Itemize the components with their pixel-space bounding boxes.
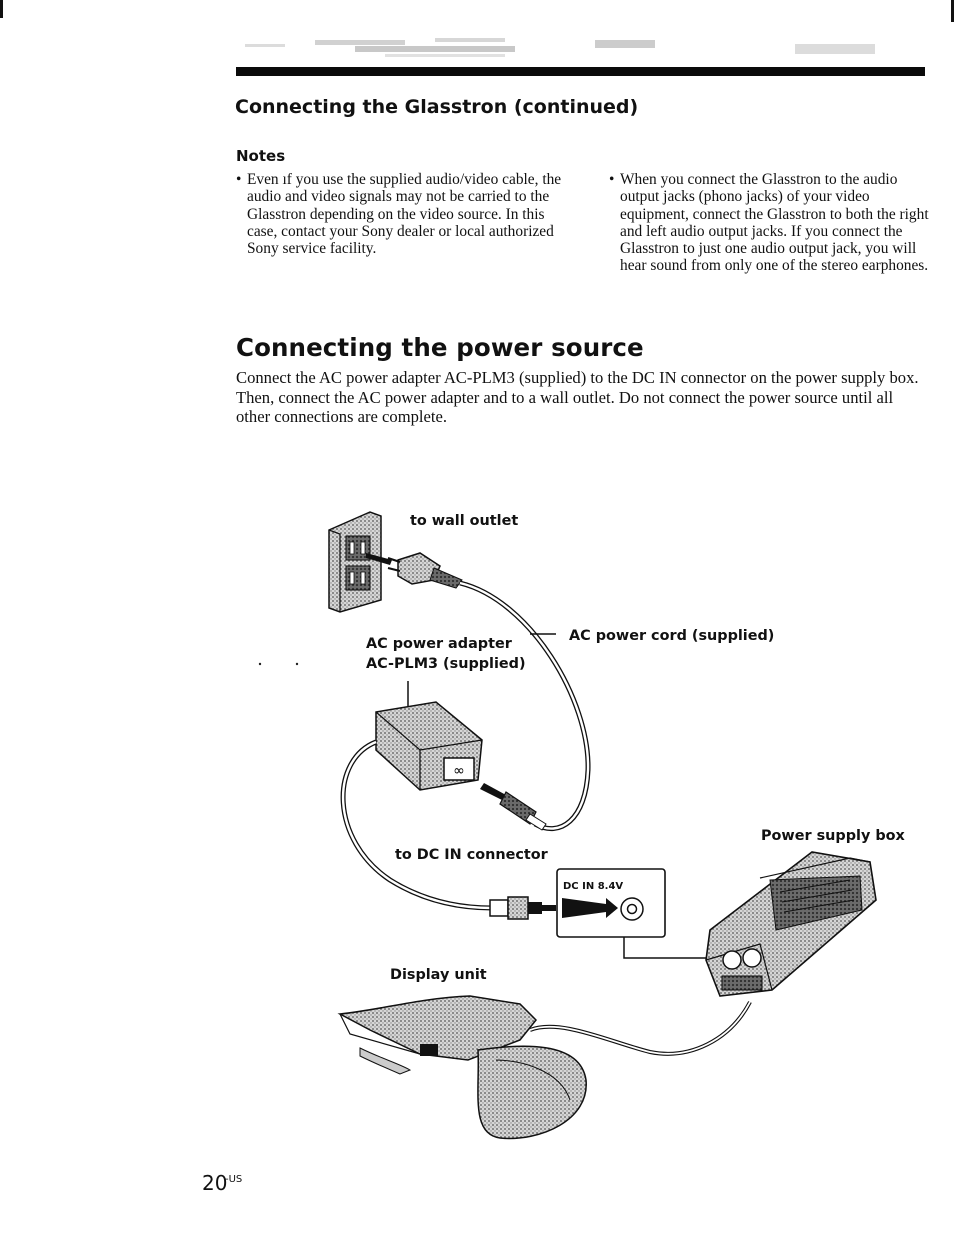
callout-line (624, 937, 716, 958)
header-decoration (235, 36, 895, 64)
note-text: Even ıf you use the supplied audio/video cable, the audio and video signals may not be carried to the Glasstron depending on the video source. In this case, contact your Sony dealer or local authorized Sony service facility. (247, 171, 562, 258)
display-unit-label: Display unit (390, 967, 487, 983)
main-heading: Connecting the power source (236, 333, 644, 362)
power-supply-box-label: Power supply box (761, 828, 905, 844)
display-unit-icon (340, 996, 586, 1138)
connection-diagram (0, 480, 954, 1160)
note-text: When you connect the Glasstron to the audio output jacks (phono jacks) of your video equipment, connect the Glasstron to both the right and left audio output jacks. If you connect the Glasstron to just one audio output jack, you will hear sound from only one of the stereo earphones. (620, 171, 929, 275)
dc-jack-icon (621, 898, 643, 920)
notes-heading: Notes (236, 147, 286, 165)
wall-outlet-icon (329, 512, 381, 612)
dc-plug-icon (490, 897, 556, 919)
ac-plug-icon (388, 553, 462, 588)
note-item (236, 171, 566, 257)
page-number-suffix: -US (225, 1174, 243, 1185)
ac-power-cord (460, 583, 588, 829)
section-title: Connecting the Glasstron (continued) (235, 96, 639, 118)
header-bar (236, 67, 925, 76)
wall-outlet-label: to wall outlet (410, 513, 519, 529)
dc-in-port-label: DC IN 8.4V (563, 881, 624, 892)
power-supply-box-icon (706, 852, 876, 996)
dc-in-label: to DC IN connector (395, 847, 548, 863)
note-item (609, 171, 929, 275)
intro-paragraph: Connect the AC power adapter AC-PLM3 (supplied) to the DC IN connector on the power supply box. Then, connect the AC power adapter and to a wall outlet. Do not connect the power source until all other connections are complete. (236, 368, 919, 426)
ac-adapter-model-label: AC-PLM3 (supplied) (366, 656, 526, 672)
bullet-icon: • (609, 171, 615, 188)
page-number: 20 (202, 1171, 228, 1195)
cord-plug-icon (500, 792, 546, 830)
margin-rule (0, 0, 3, 18)
arrow-icon (480, 783, 506, 800)
ac-adapter-icon (376, 702, 482, 790)
svg-text:∞: ∞ (453, 763, 465, 779)
bullet-icon: • (236, 171, 242, 188)
ac-power-cord-label: AC power cord (supplied) (569, 628, 775, 644)
ac-adapter-label: AC power adapter (366, 636, 512, 652)
